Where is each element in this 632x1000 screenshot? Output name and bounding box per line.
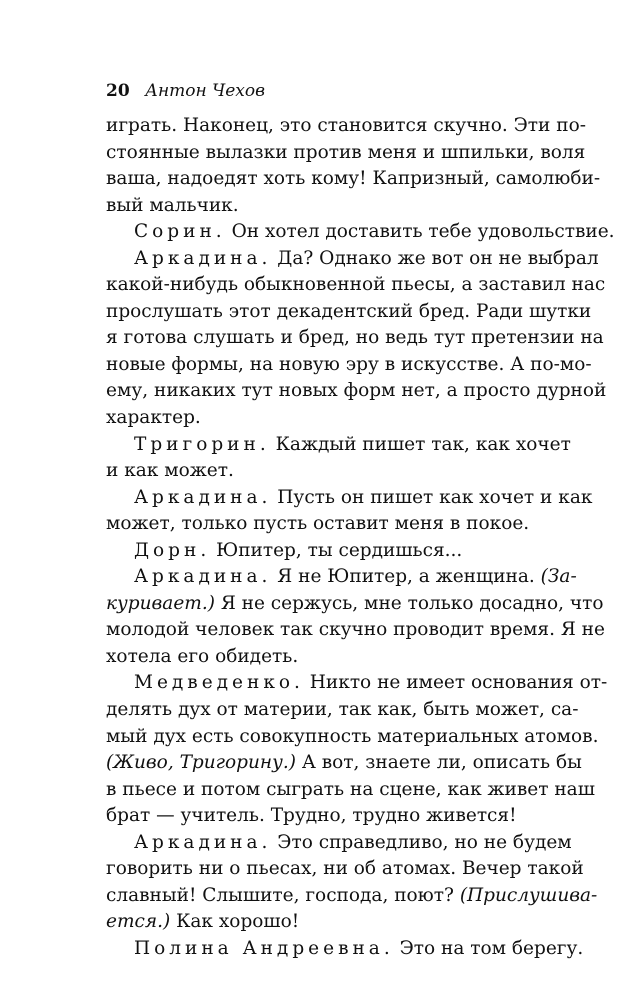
text-line: новые формы, на новую эру в искусстве. А по-мо-	[106, 353, 592, 375]
text-line	[106, 883, 598, 910]
text-line: делять дух от материи, так как, быть может, са-	[106, 699, 579, 721]
line-text: Пусть он пишет как хочет и как	[271, 486, 593, 508]
body-text	[106, 113, 615, 963]
text-line: прослушать этот декадентский бред. Ради шутки	[106, 300, 592, 322]
line-text: славный! Слышите, господа, поют?	[106, 884, 460, 906]
text-line: вый мальчик.	[106, 194, 239, 216]
text-line: говорить ни о пьесах, ни об атомах. Вечер такой	[106, 858, 584, 880]
text-line: хотела его обидеть.	[106, 645, 299, 667]
text-line: молодой человек так скучно проводит время. Я не	[106, 619, 605, 641]
speaker-name: Аркадина.	[134, 247, 272, 269]
text-line: какой-нибудь обыкновенной пьесы, а заставил нас	[106, 274, 606, 296]
stage-direction: куривает.)	[106, 592, 215, 614]
speaker-name: Дорн.	[134, 539, 211, 561]
text-line	[106, 670, 608, 697]
text-line	[106, 219, 615, 246]
text-line: характер.	[106, 407, 201, 429]
text-line	[106, 432, 571, 459]
text-line: может, только пусть оставит меня в покое.	[106, 513, 530, 535]
text-line	[106, 538, 536, 565]
line-text: Юпитер, ты сердишься...	[210, 539, 463, 561]
line-text: А вот, знаете ли, описать бы	[295, 752, 582, 774]
text-line: ему, никаких тут новых форм нет, а просто дурной	[106, 380, 607, 402]
text-line: мый дух есть совокупность материальных атомов.	[106, 725, 599, 747]
text-line: играть. Наконец, это становится скучно. Эти по-	[106, 115, 586, 136]
running-header	[106, 80, 265, 102]
stage-direction: (Прислушива-	[459, 884, 598, 906]
text-line	[106, 750, 582, 777]
stage-direction: (Живо, Тригорину.)	[106, 752, 296, 774]
line-text: Это на том берегу.	[393, 937, 584, 959]
line-text: Я не Юпитер, а женщина.	[271, 566, 541, 588]
line-text: Он хотел доставить тебе удовольствие.	[225, 221, 615, 243]
line-text: Как хорошо!	[170, 911, 300, 933]
text-line	[106, 909, 536, 936]
text-line	[106, 246, 599, 273]
line-text: Это справедливо, но не будем	[271, 831, 572, 853]
text-line	[106, 591, 604, 618]
page-number: 20	[106, 81, 130, 101]
line-text: Никто не имеет основания от-	[303, 672, 608, 694]
line-text: Каждый пишет так, как хочет	[269, 433, 571, 455]
text-line	[106, 830, 572, 857]
text-line: и как может.	[106, 460, 234, 482]
speaker-name: Полина Андреевна.	[134, 937, 394, 959]
speaker-name: Медведенко.	[134, 672, 304, 694]
text-line: я готова слушать и бред, но ведь тут претензии на	[106, 327, 604, 349]
speaker-name: Сорин.	[134, 221, 226, 243]
speaker-name: Аркадина.	[134, 486, 272, 508]
speaker-name: Аркадина.	[134, 566, 272, 588]
text-line	[106, 936, 584, 963]
stage-direction: (За-	[540, 566, 577, 588]
line-text: Я не сержусь, мне только досадно, что	[214, 592, 604, 614]
running-author: Антон Чехов	[145, 81, 266, 101]
text-line	[106, 564, 577, 591]
line-text: Да? Однако же вот он не выбрал	[271, 247, 599, 269]
text-line: ваша, надоедят хоть кому! Капризный, самолюби-	[106, 168, 601, 190]
text-line: брат — учитель. Трудно, трудно живется!	[106, 805, 517, 827]
speaker-name: Тригорин.	[134, 433, 270, 455]
text-line: в пьесе и потом сыграть на сцене, как живет наш	[106, 778, 595, 800]
text-line: стоянные вылазки против меня и шпильки, воля	[106, 141, 586, 163]
stage-direction: ется.)	[106, 911, 171, 933]
text-line	[106, 485, 593, 512]
speaker-name: Аркадина.	[134, 831, 272, 853]
